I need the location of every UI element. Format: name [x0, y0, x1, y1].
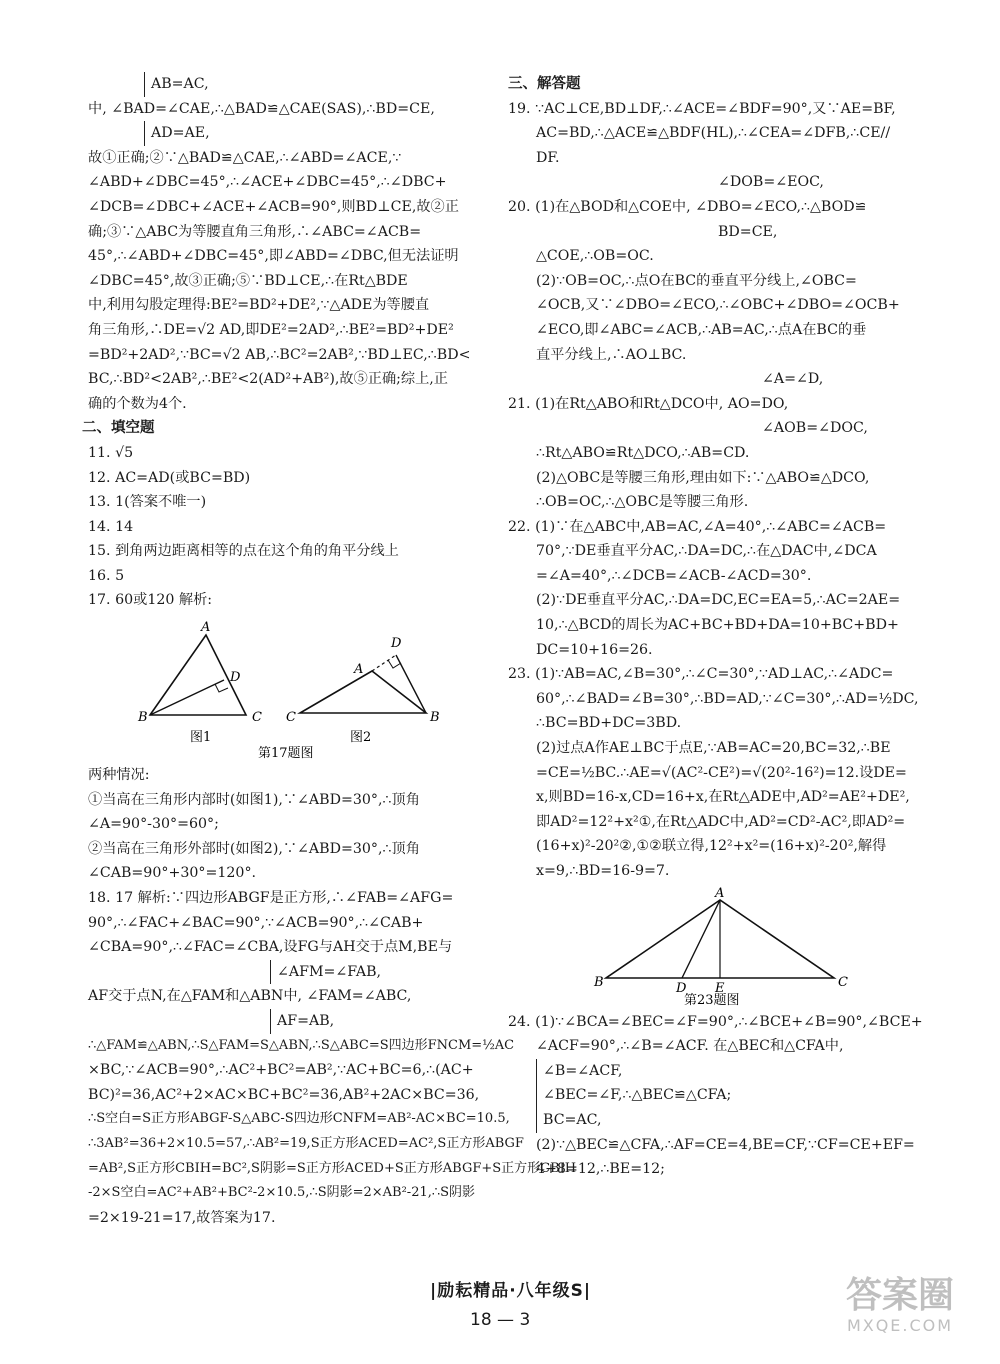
section-heading: 二、填空题: [82, 419, 155, 437]
text-line: AF交于点N,在△FAM和△ABN中, ∠FAM=∠ABC,: [88, 988, 412, 1005]
label-a: A: [201, 620, 211, 636]
text-line: 故①正确;②∵△BAD≌△CAE,∴∠ABD=∠ACE,∵: [88, 149, 402, 166]
text-line: ∴△FAM≌△ABN,∴S△FAM=S△ABN,∴S△ABC=S四边形FNCM=½AC: [88, 1037, 515, 1053]
figure-17: [88, 617, 480, 762]
text-line: △COE,∴OB=OC.: [536, 248, 654, 265]
text-line: ∠DBC=45°,故③正确;⑤∵BD⊥CE,∴在Rt△BDE: [88, 272, 408, 289]
right-column: [508, 72, 923, 1182]
label-a: A: [354, 662, 364, 678]
text-line: AC=BD,∴△ACE≌△BDF(HL),∴∠CEA=∠DFB,∴CE//: [536, 125, 891, 142]
text-line: ∠B=∠ACF,: [536, 1059, 900, 1084]
altitude-fig1: [150, 680, 224, 715]
watermark-logo: [820, 1276, 980, 1346]
text-line: 22. (1)∵在△ABC中,AB=AC,∠A=40°,∴∠ABC=∠ACB=: [508, 518, 887, 535]
text-line: ∠DOB=∠EOC,: [718, 174, 824, 191]
text-line: (16+x)²-20²②,①②联立得,12²+x²=(16+x)²-20²,解得: [536, 838, 887, 855]
text-line: 4+8=12,∴BE=12;: [536, 1161, 665, 1178]
text-line: 确;③∵△ABC为等腰直角三角形,∴∠ABC=∠ACB=: [88, 223, 422, 240]
label-d: D: [230, 670, 241, 686]
text-line: AD=AE,: [144, 121, 480, 146]
text-line: BC)²=36,AC²+2×AC×BC+BC²=36,AB²+2AC×BC=36,: [88, 1086, 480, 1103]
text-line: ②当高在三角形外部时(如图2),∵∠ABD=30°,∴顶角: [88, 840, 420, 857]
text-line: BC,∴BD²<2AB²,∴BE²<2(AD²+AB²),故⑤正确;综上,正: [88, 371, 448, 388]
label-d: D: [676, 980, 687, 996]
text-line: 60°,∴∠BAD=∠B=30°,∴BD=AD,∵∠C=30°,∴AD=½DC,: [536, 690, 919, 707]
section-heading: 三、解答题: [508, 75, 581, 92]
fig2-label: 图2: [350, 730, 372, 746]
answer-line: 13. 1(答案不唯一): [88, 494, 207, 511]
answer-line: 14. 14: [88, 518, 134, 535]
text-line: BC=AC,: [536, 1108, 900, 1133]
text-line: ∠AFM=∠FAB,: [270, 960, 480, 985]
text-line: ∠CBA=90°,∴∠FAC=∠CBA,设FG与AH交于点M,BE与: [88, 939, 453, 956]
answer-line: 16. 5: [88, 567, 125, 584]
text-line: x=9,∴BD=16-9=7.: [536, 863, 670, 879]
text-line: 90°,∴∠FAC+∠BAC=90°,∵∠ACB=90°,∴∠CAB+: [88, 914, 424, 931]
text-line: (2)△OBC是等腰三角形,理由如下:∵△ABO≌△DCO,: [536, 469, 870, 486]
label-b: B: [594, 974, 604, 990]
text-line: (2)过点A作AE⊥BC于点E,∵AB=AC=20,BC=32,∴BE: [536, 740, 891, 757]
text-line: 两种情况:: [88, 767, 150, 784]
text-line: ×BC,∵∠ACB=90°,∴AC²+BC²=AB²,∵AC+BC=6,∴(AC+: [88, 1062, 474, 1079]
text-line: 中,利用勾股定理得:BE²=BD²+DE²,∵△ADE为等腰直: [88, 297, 430, 314]
text-line: =∠A=40°,∴∠DCB=∠ACB-∠ACD=30°.: [536, 567, 812, 584]
text-line: (2)∵DE垂直平分AC,∴DA=DC,EC=EA=5,∴AC=2AE=: [536, 592, 901, 609]
text-line: ∠CAB=90°+30°=120°.: [88, 865, 257, 882]
text-line: 中, ∠BAD=∠CAE,∴△BAD≌△CAE(SAS),∴BD=CE,: [88, 100, 435, 117]
watermark-text: 答案圈: [845, 1275, 954, 1316]
text-line: 24. (1)∵∠BCA=∠BEC=∠F=90°,∴∠BCE+∠B=90°,∠BCE+: [508, 1013, 923, 1030]
figure-23: [508, 885, 900, 1008]
text-line: =2×19-21=17,故答案为17.: [88, 1209, 276, 1226]
text-line: ∴S空白=S正方形ABGF-S△ABC-S四边形CNFM=AB²-AC×BC=10.5,: [88, 1111, 510, 1127]
watermark-url: MXQE.COM: [846, 1316, 954, 1335]
text-line: 19. ∵AC⊥CE,BD⊥DF,∴∠ACE=∠BDF=90°,又∵AE=BF,: [508, 100, 896, 117]
text-line: ∴BC=BD+DC=3BD.: [536, 715, 682, 732]
answer-line: 12. AC=AD(或BC=BD): [88, 469, 251, 486]
text-line: 20. (1)在△BOD和△COE中, ∠DBO=∠ECO,∴△BOD≌: [508, 198, 867, 215]
label-e: E: [715, 980, 725, 996]
footer-brand: |励耘精品·八年级S|: [430, 1281, 592, 1301]
label-b: B: [138, 710, 148, 726]
text-line: 10,∴△BCD的周长为AC+BC+BD+DA=10+BC+BD+: [536, 617, 899, 634]
label-c: C: [838, 974, 848, 990]
text-line: ∴3AB²=36+2×10.5=57,∴AB²=19,S正方形ACED=AC²,S正方形ABGF: [88, 1135, 524, 1151]
text-line: 18. 17 解析:∵四边形ABGF是正方形,∴∠FAB=∠AFG=: [88, 890, 454, 907]
text-line: ①当高在三角形内部时(如图1),∵∠ABD=30°,∴顶角: [88, 791, 420, 808]
figure-caption: 第23题图: [684, 992, 740, 1008]
text-line: 21. (1)在Rt△ABO和Rt△DCO中, AO=DO,: [508, 395, 789, 412]
text-line: 直平分线上,∴AO⊥BC.: [536, 346, 687, 363]
text-line: 即AD²=12²+x²①,在Rt△ADC中,AD²=CD²-AC²,即AD²=: [536, 813, 906, 830]
text-line: ∠A=90°-30°=60°;: [88, 816, 219, 833]
text-line: 角三角形,∴DE=√2 AD,即DE²=2AD²,∴BE²=BD²+DE²: [88, 321, 454, 338]
text-line: AF=AB,: [270, 1009, 480, 1034]
text-line: =AB²,S正方形CBIH=BC²,S阴影=S正方形ACED+S正方形ABGF+S正方形CBIH: [88, 1160, 577, 1176]
text-line: x,则BD=16-x,CD=16+x,在Rt△ADE中,AD²=AE²+DE²,: [536, 789, 910, 806]
text-line: 70°,∵DE垂直平分AC,∴DA=DC,∴在△DAC中,∠DCA: [536, 543, 877, 560]
text-line: DC=10+16=26.: [536, 641, 653, 658]
text-line: ∠ACF=90°,∴∠B=∠ACF. 在△BEC和△CFA中,: [536, 1038, 844, 1055]
text-line: DF.: [536, 149, 560, 166]
page-number: 18 — 3: [470, 1310, 531, 1330]
fig1-label: 图1: [190, 730, 212, 746]
text-line: (2)∵△BEC≌△CFA,∴AF=CE=4,BE=CF,∵CF=CE+EF=: [536, 1136, 915, 1153]
label-b: B: [430, 710, 440, 726]
segment-ad: [682, 900, 720, 978]
answer-line: 17. 60或120 解析:: [88, 592, 213, 609]
label-c: C: [286, 710, 296, 726]
text-line: ∠ABD+∠DBC=45°,∴∠ACE+∠DBC=45°,∴∠DBC+: [88, 174, 447, 191]
text-line: -2×S空白=AC²+AB²+BC²-2×10.5,∴S阴影=2×AB²-21,∴S阴影: [88, 1185, 476, 1201]
text-line: 23. (1)∵AB=AC,∠B=30°,∴∠C=30°,∵AD⊥AC,∴∠ADC=: [508, 666, 894, 683]
text-line: ∠OCB,又∵∠DBO=∠ECO,∴∠OBC+∠DBO=∠OCB+: [536, 297, 900, 314]
text-line: AB=AC,: [144, 72, 480, 97]
text-line: BD=CE,: [718, 223, 778, 240]
text-line: (2)∵OB=OC,∴点O在BC的垂直平分线上,∠OBC=: [536, 272, 857, 289]
text-line: ∠BEC=∠F,∴△BEC≌△CFA;: [536, 1083, 900, 1108]
text-line: 45°,∴∠ABD+∠DBC=45°,即∠ABD=∠DBC,但无法证明: [88, 248, 459, 265]
text-line: ∠ECO,即∠ABC=∠ACB,∴AB=AC,∴点A在BC的垂: [536, 321, 867, 338]
figure-caption: 第17题图: [258, 746, 314, 762]
text-line: ∴OB=OC,∴△OBC是等腰三角形.: [536, 494, 749, 511]
text-line: ∠AOB=∠DOC,: [762, 420, 868, 437]
label-a: A: [715, 885, 725, 901]
right-angle-mark: [215, 684, 228, 692]
label-d: D: [391, 636, 402, 652]
text-line: ∠A=∠D,: [762, 371, 824, 388]
answer-line: 15. 到角两边距离相等的点在这个角的角平分线上: [88, 543, 399, 560]
text-line: ∴Rt△ABO≌Rt△DCO,∴AB=CD.: [536, 444, 750, 461]
extension-line: [372, 655, 396, 671]
text-line: =BD²+2AD²,∵BC=√2 AB,∴BC²=2AB²,∵BD⊥EC,∴BD<: [88, 346, 471, 363]
text-line: ∠DCB=∠DBC+∠ACE+∠ACB=90°,则BD⊥CE,故②正: [88, 198, 459, 215]
text-line: 确的个数为4个.: [88, 395, 187, 412]
text-line: =CE=½BC.∴AE=√(AC²-CE²)=√(20²-16²)=12.设DE=: [536, 764, 907, 781]
label-c: C: [252, 710, 262, 726]
answer-line: 11. √5: [88, 444, 134, 461]
